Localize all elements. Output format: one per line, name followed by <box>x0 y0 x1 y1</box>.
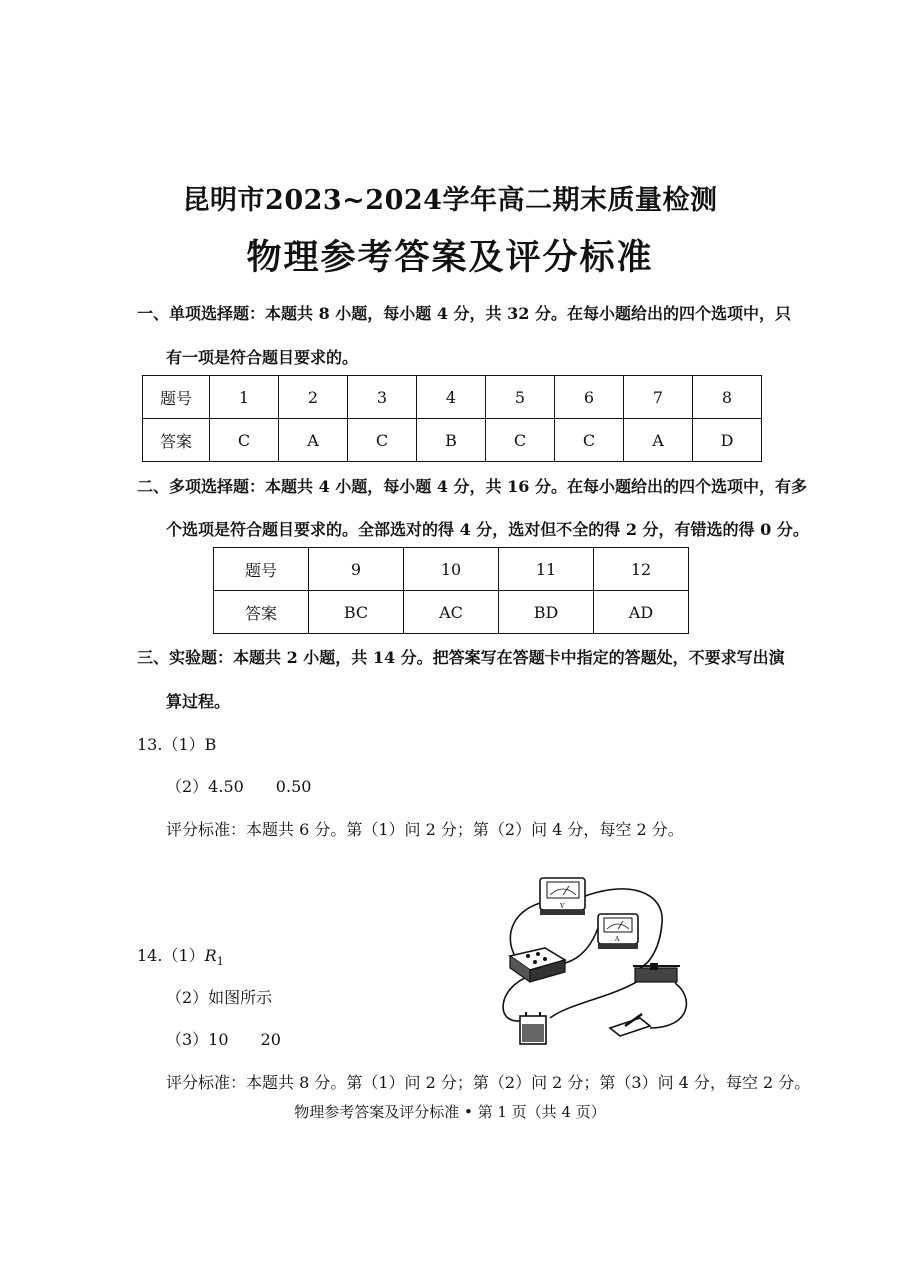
wire <box>650 983 686 1028</box>
answer-cell: BC <box>309 591 404 634</box>
voltmeter-icon <box>540 878 585 915</box>
section3-heading: 三、实验题：本题共 2 小题，共 14 分。把答案写在答题卡中指定的答题处，不要求写出演 <box>137 648 785 667</box>
answer-cell: D <box>693 419 762 462</box>
answer-cell: A <box>624 419 693 462</box>
q14-part1 <box>137 943 224 968</box>
q14-part3: （3）10 20 <box>166 1030 281 1049</box>
answer-cell: B <box>417 419 486 462</box>
resistor-symbol: R <box>204 946 217 965</box>
row-label-question: 题号 <box>214 548 309 591</box>
question-number: 4 <box>417 376 486 419</box>
answer-cell: C <box>486 419 555 462</box>
question-number: 11 <box>499 548 594 591</box>
answer-cell: C <box>210 419 279 462</box>
q13-part1: 13.（1）B <box>137 735 217 754</box>
ammeter-icon <box>598 914 638 949</box>
switch-icon <box>610 1014 650 1036</box>
row-label-question: 题号 <box>143 376 210 419</box>
q13-part2: （2）4.50 0.50 <box>166 777 312 796</box>
q13-grading: 评分标准：本题共 6 分。第（1）问 2 分；第（2）问 4 分，每空 2 分。 <box>166 820 684 839</box>
question-number: 3 <box>348 376 417 419</box>
question-number: 7 <box>624 376 693 419</box>
section1-heading: 一、单项选择题：本题共 8 小题，每小题 4 分，共 32 分。在每小题给出的四个选项中，只 <box>137 304 791 323</box>
question-number: 2 <box>279 376 348 419</box>
question-number: 10 <box>404 548 499 591</box>
multiple-choice-answer-table <box>213 547 689 634</box>
table-row <box>143 419 762 462</box>
table-row <box>143 376 762 419</box>
answer-cell: AD <box>594 591 689 634</box>
question-number: 6 <box>555 376 624 419</box>
document-subtitle: 物理参考答案及评分标准 <box>246 237 654 278</box>
q14-part1-prefix: 14.（1） <box>137 946 205 965</box>
question-number: 8 <box>693 376 762 419</box>
answer-cell: C <box>555 419 624 462</box>
q14-grading: 评分标准：本题共 8 分。第（1）问 2 分；第（2）问 2 分；第（3）问 4 分，每空 2 分。 <box>166 1073 811 1092</box>
document-title: 昆明市2023~2024学年高二期末质量检测 <box>182 185 718 216</box>
question-number: 12 <box>594 548 689 591</box>
answer-cell: BD <box>499 591 594 634</box>
q14-part2: （2）如图所示 <box>166 988 273 1007</box>
answer-cell: A <box>279 419 348 462</box>
section1-heading-cont: 有一项是符合题目要求的。 <box>166 348 359 367</box>
single-choice-answer-table <box>142 375 762 462</box>
wire <box>510 903 540 956</box>
resistance-box-icon <box>510 948 565 982</box>
row-label-answer: 答案 <box>143 419 210 462</box>
circuit-diagram <box>490 868 700 1053</box>
page-footer: 物理参考答案及评分标准 • 第 1 页（共 4 页） <box>294 1103 606 1121</box>
resistor-subscript: 1 <box>216 955 224 969</box>
section2-heading-cont: 个选项是符合题目要求的。全部选对的得 4 分，选对但不全的得 2 分，有错选的得 0 分。 <box>166 520 809 539</box>
question-number: 9 <box>309 548 404 591</box>
table-row <box>214 548 689 591</box>
answer-cell: AC <box>404 591 499 634</box>
voltmeter-label: V <box>560 903 565 910</box>
question-number: 1 <box>210 376 279 419</box>
question-number: 5 <box>486 376 555 419</box>
table-row <box>214 591 689 634</box>
section3-heading-cont: 算过程。 <box>166 692 231 711</box>
row-label-answer: 答案 <box>214 591 309 634</box>
rheostat-icon <box>633 963 680 982</box>
ammeter-label: A <box>615 936 620 943</box>
section2-heading: 二、多项选择题：本题共 4 小题，每小题 4 分，共 16 分。在每小题给出的四个选项中，有多 <box>137 477 807 496</box>
wire <box>550 980 640 1018</box>
battery-icon <box>520 1012 546 1044</box>
answer-cell: C <box>348 419 417 462</box>
